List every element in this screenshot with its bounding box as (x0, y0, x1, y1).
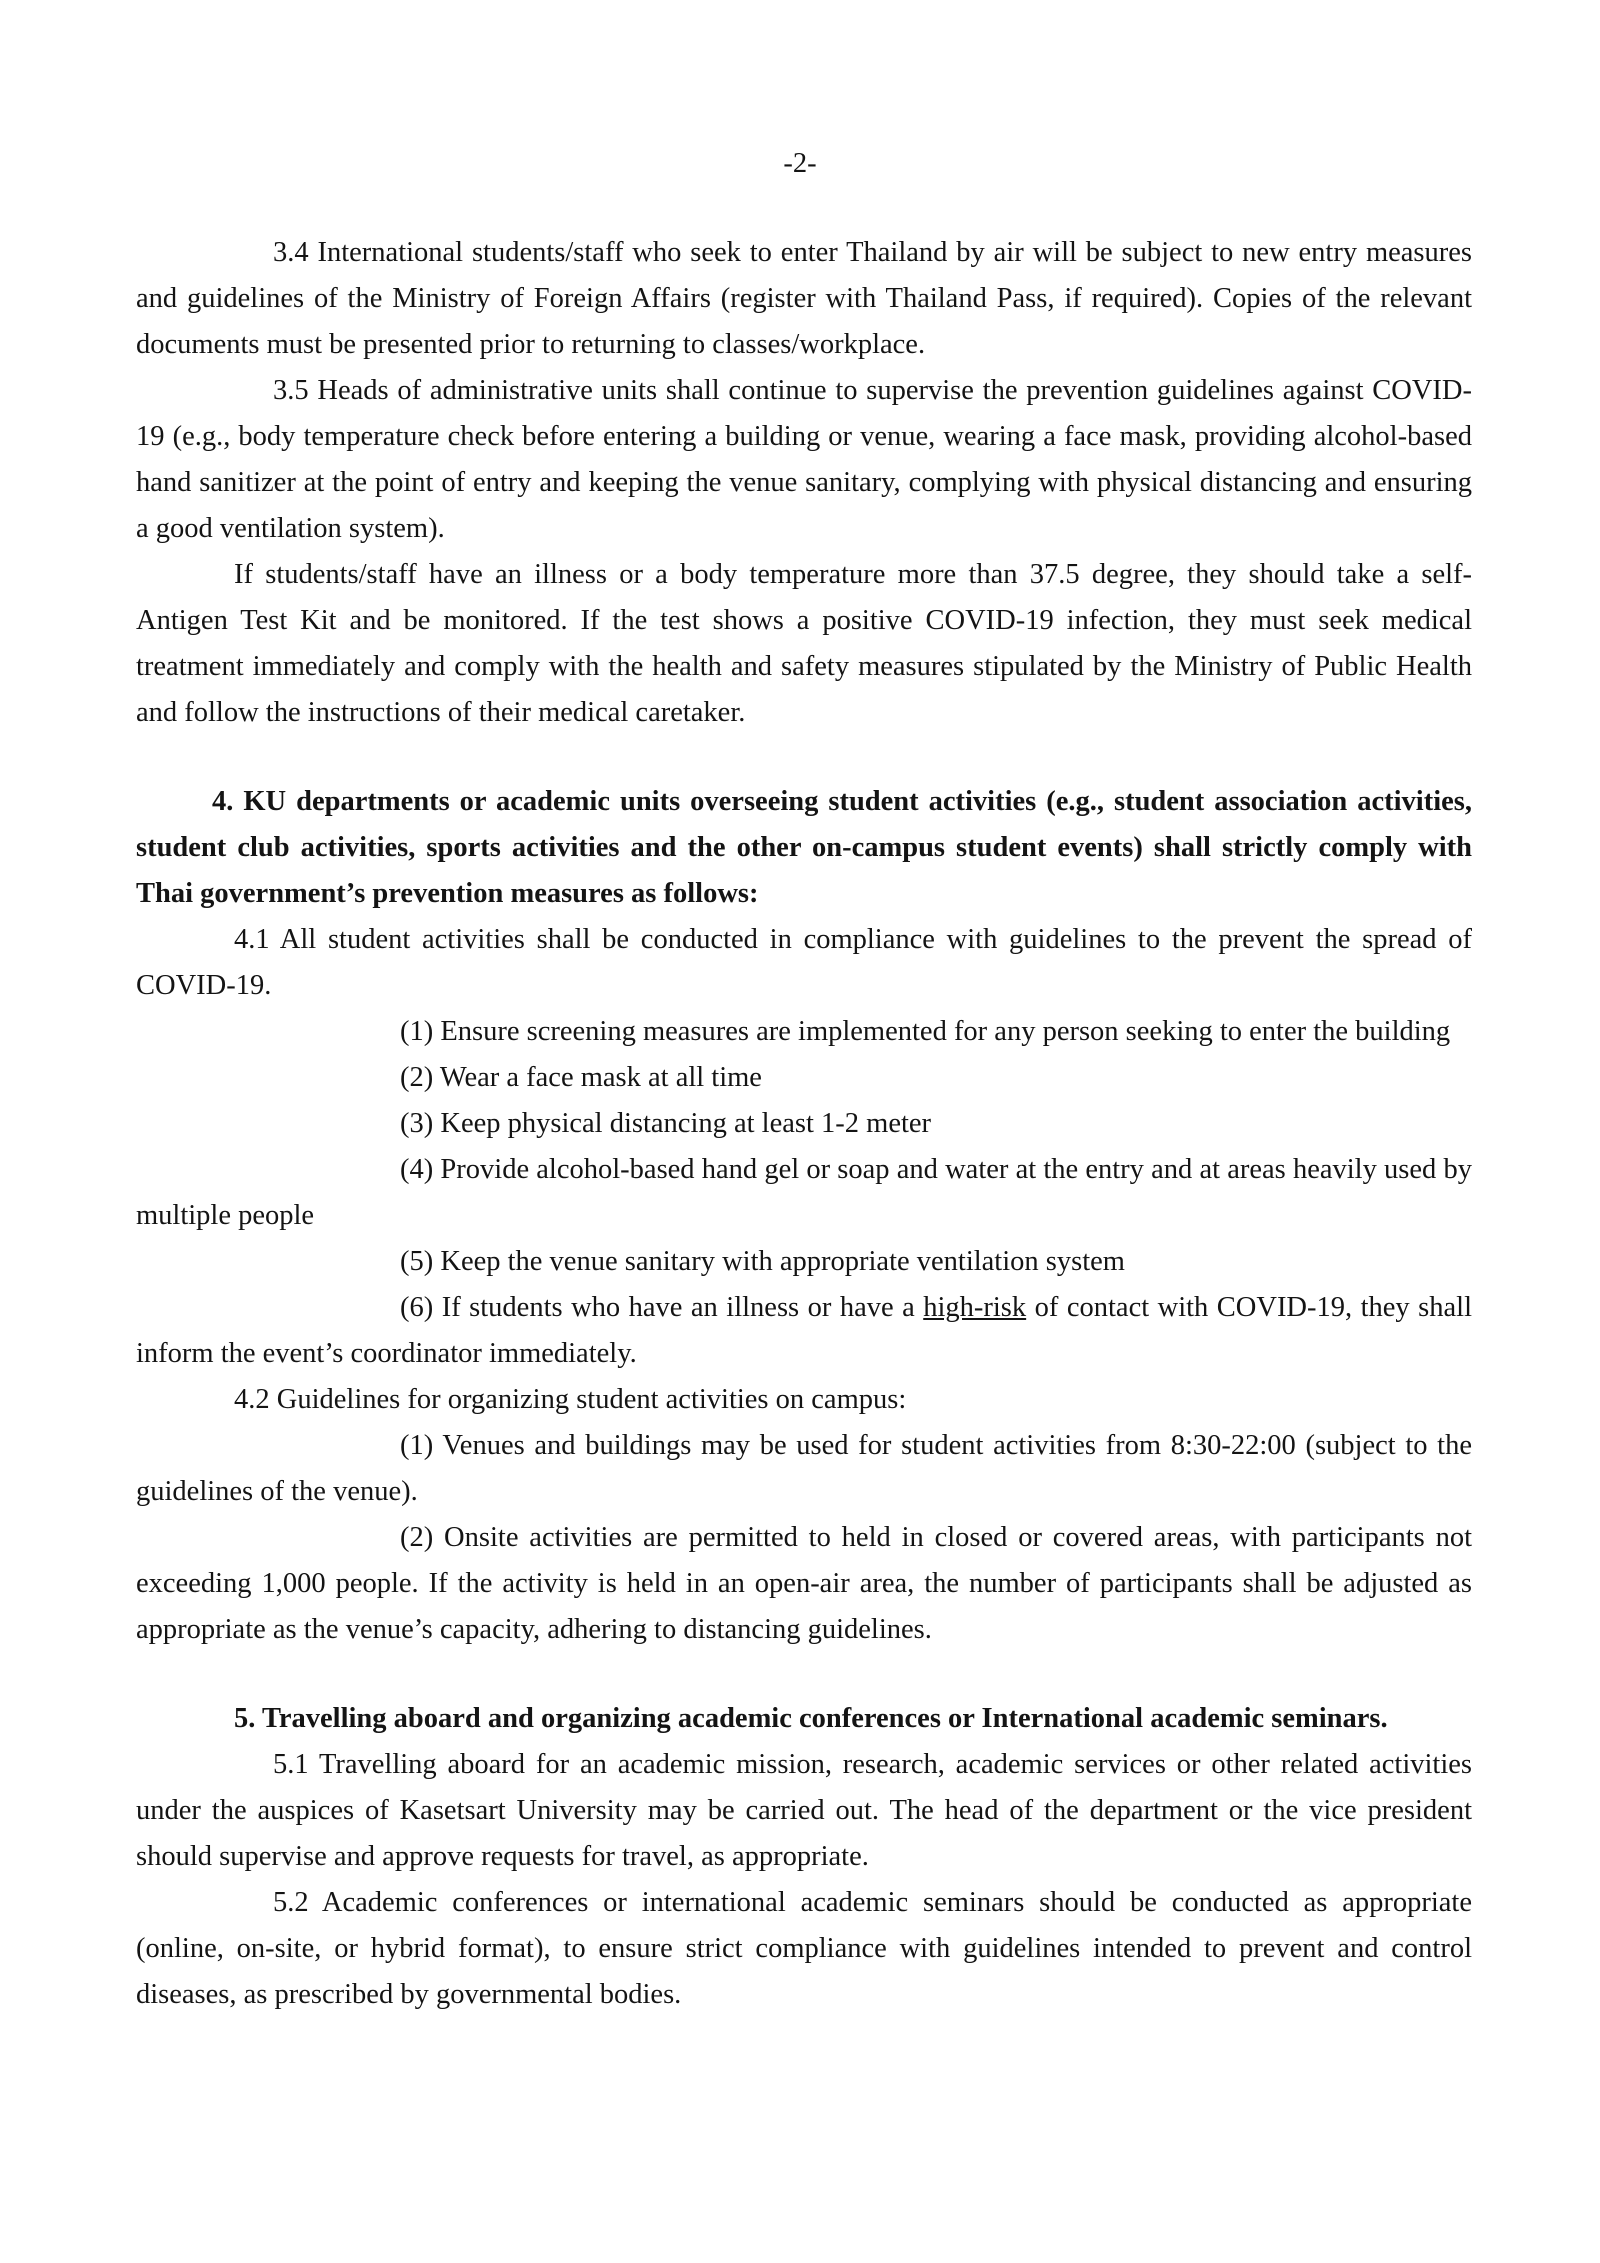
paragraph-4-1: 4.1 All student activities shall be conducted in compliance with guidelines to the prevent the spread of COVID-19. (136, 924, 1472, 1001)
high-risk-underlined: high-risk (923, 1292, 1027, 1323)
paragraph-5-1: 5.1 Travelling aboard for an academic mission, research, academic services or other related activities under the auspices of Kasetsart University may be carried out. The head of the department or the vice president should supervise and approve requests for travel, as appropriate. (136, 1749, 1472, 1872)
item-4-1-3: (3) Keep physical distancing at least 1-2 meter (400, 1108, 932, 1139)
item-4-2-1: (1) Venues and buildings may be used for student activities from 8:30-22:00 (subject to the guidelines of the venue). (136, 1430, 1472, 1507)
item-4-1-6-text-b: of contact with COVID-19, they shall inform the event’s coordinator immediately. (136, 1292, 1472, 1369)
paragraph-3-5-illness: If students/staff have an illness or a body temperature more than 37.5 degree, they should take a self-Antigen Test Kit and be monitored. If the test shows a positive COVID-19 infection, they must seek medical treatment immediately and comply with the health and safety measures stipulated by the Ministry of Public Health and follow the instructions of their medical caretaker. (136, 559, 1472, 728)
page-number: -2- (783, 148, 817, 179)
item-4-1-6 (136, 1285, 1472, 1377)
section-4-heading: 4. KU departments or academic units overseeing student activities (e.g., student association activities, student club activities, sports activities and the other on-campus student events) shall strictly comply with Thai government’s prevention measures as follows: (136, 786, 1472, 909)
item-4-2-2: (2) Onsite activities are permitted to held in closed or covered areas, with participants not exceeding 1,000 people. If the activity is held in an open-air area, the number of participants shall be adjusted as appropriate as the venue’s capacity, adhering to distancing guidelines. (136, 1522, 1472, 1645)
document-body (136, 230, 1472, 2018)
paragraph-3-4: 3.4 International students/staff who seek to enter Thailand by air will be subject to new entry measures and guidelines of the Ministry of Foreign Affairs (register with Thailand Pass, if required). Copies of the relevant documents must be presented prior to returning to classes/workplace. (136, 237, 1472, 360)
item-4-1-2: (2) Wear a face mask at all time (400, 1062, 762, 1093)
item-4-1-4: (4) Provide alcohol-based hand gel or soap and water at the entry and at areas heavily used by multiple people (136, 1154, 1472, 1231)
item-4-1-5: (5) Keep the venue sanitary with appropriate ventilation system (400, 1246, 1125, 1277)
item-4-1-1: (1) Ensure screening measures are implemented for any person seeking to enter the building (400, 1016, 1451, 1047)
paragraph-3-5: 3.5 Heads of administrative units shall continue to supervise the prevention guidelines against COVID-19 (e.g., body temperature check before entering a building or venue, wearing a face mask, providing alcohol-based hand sanitizer at the point of entry and keeping the venue sanitary, complying with physical distancing and ensuring a good ventilation system). (136, 375, 1472, 544)
paragraph-5-2: 5.2 Academic conferences or international academic seminars should be conducted as appropriate (online, on-site, or hybrid format), to ensure strict compliance with guidelines intended to prevent and control diseases, as prescribed by governmental bodies. (136, 1887, 1472, 2010)
item-4-1-6-text-a: (6) If students who have an illness or have a (400, 1292, 924, 1323)
paragraph-4-2: 4.2 Guidelines for organizing student activities on campus: (234, 1384, 907, 1415)
section-5-heading: 5. Travelling aboard and organizing academic conferences or International academic seminars. (234, 1703, 1388, 1734)
